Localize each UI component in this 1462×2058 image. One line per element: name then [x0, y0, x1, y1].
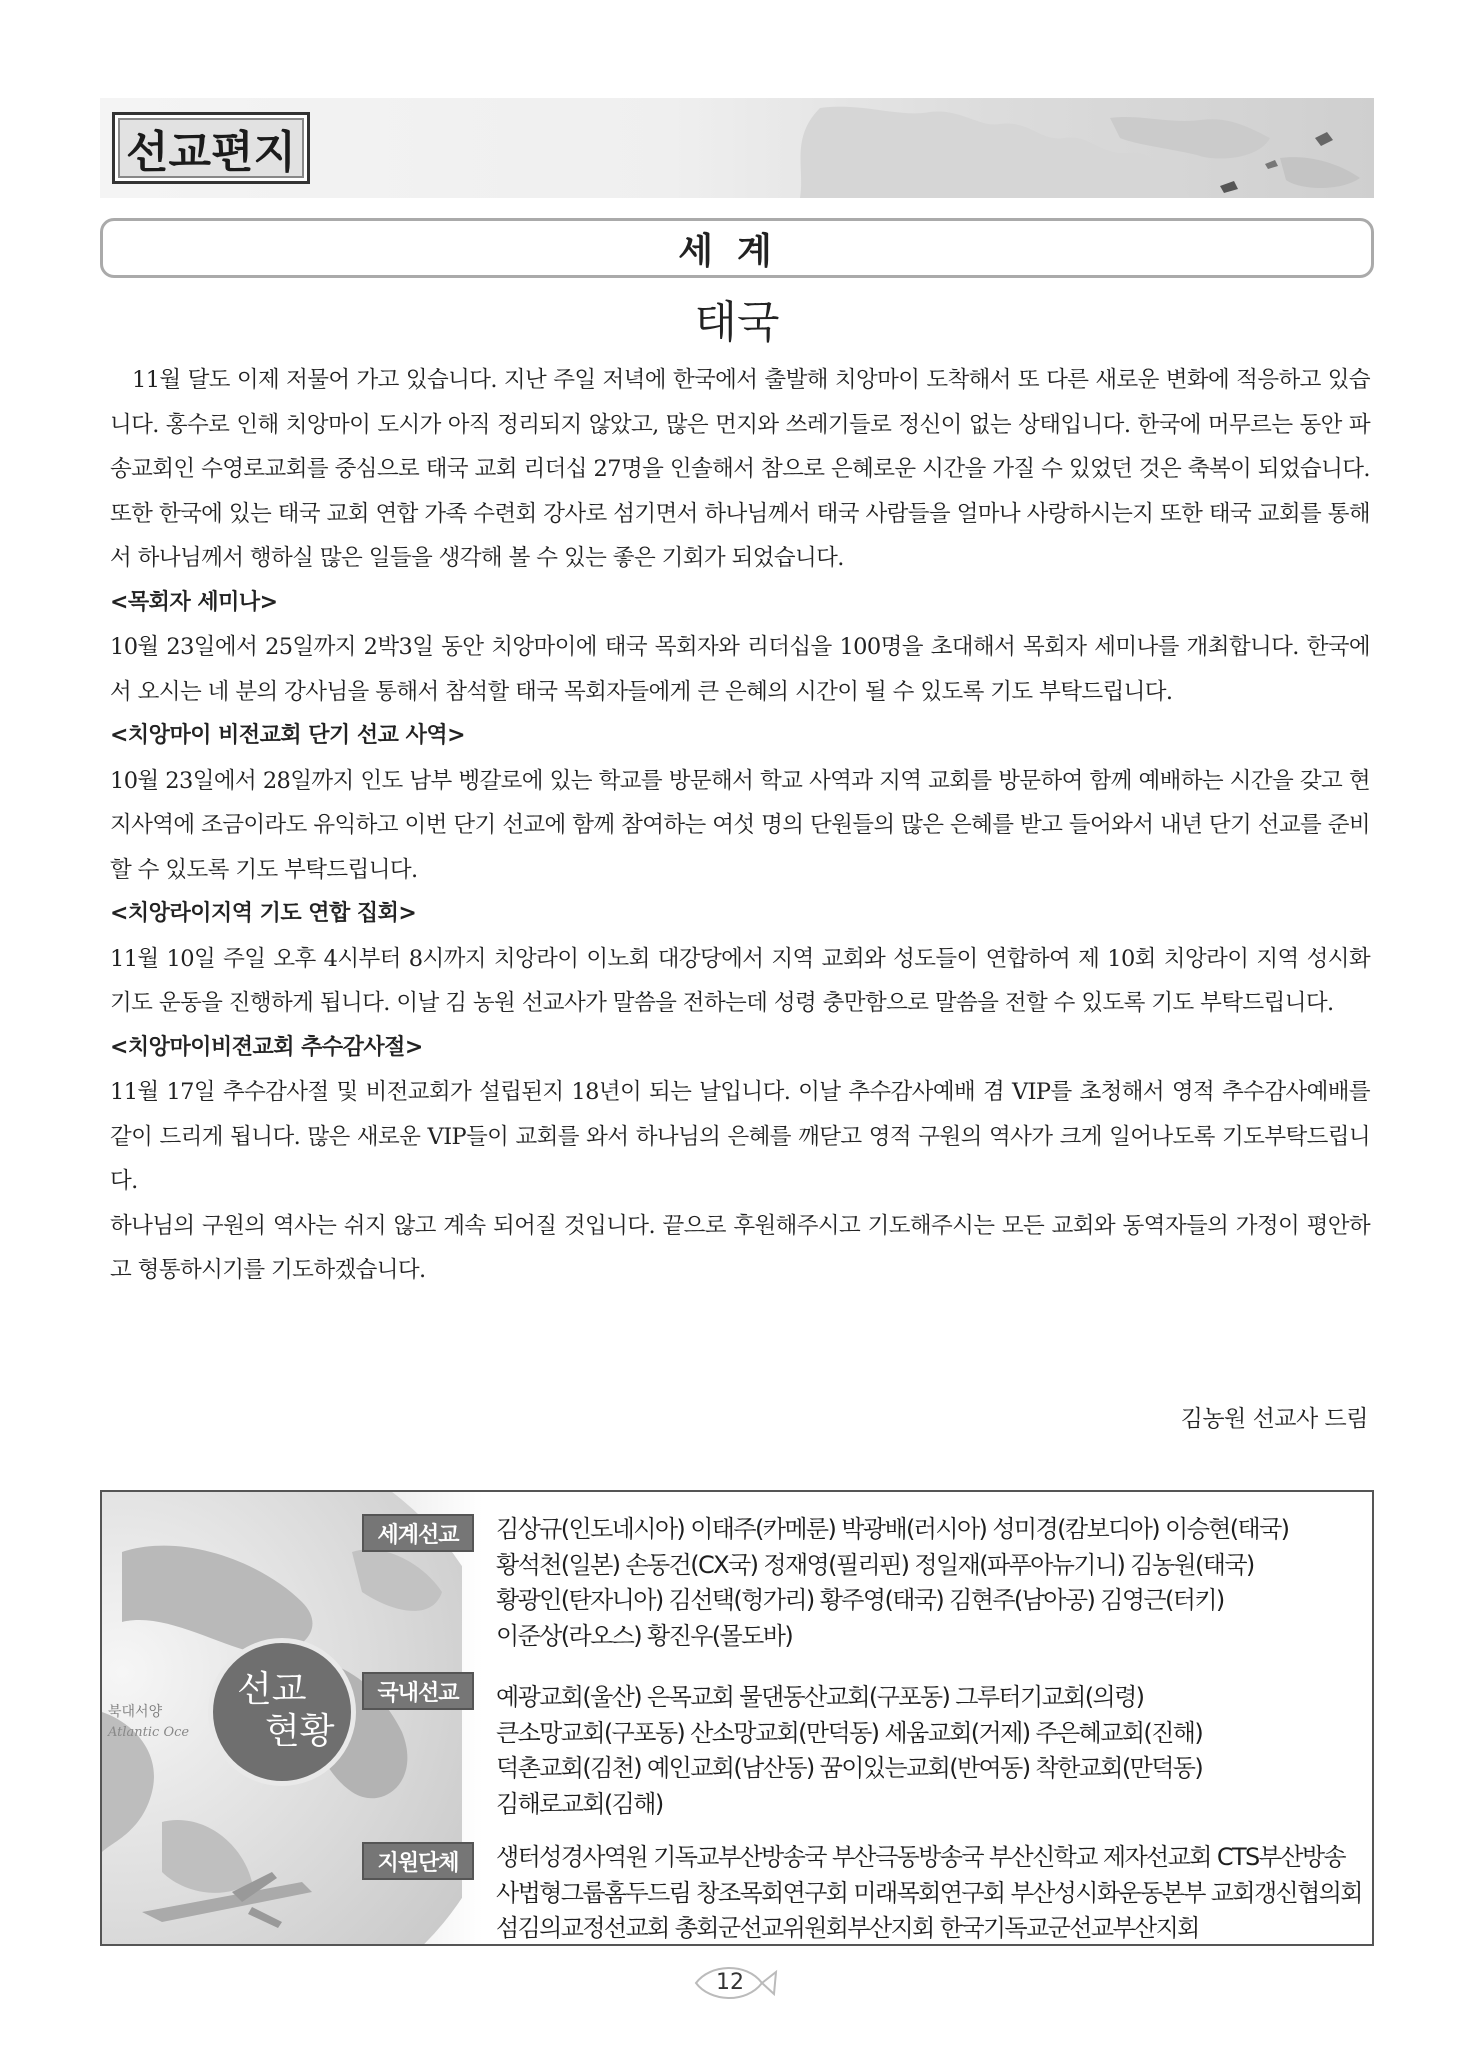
- status-circle: [208, 1638, 356, 1786]
- section-body: 10월 23일에서 28일까지 인도 남부 벵갈로에 있는 학교를 방문해서 학교 사역과 지역 교회를 방문하여 함께 예배하는 시간을 갖고 현지사역에 조금이라도 유익하고 이번 단기 선교에 함께 참여하는 여섯 명의 단원들의 많은 은혜를 받고 들어와서 내년 단기 선교를 준비할 수 있도록 기도 부탁드립니다.: [110, 767, 1370, 883]
- page-number: [690, 1958, 780, 2008]
- map-label-en: Atlantic Oce: [108, 1725, 190, 1740]
- list-line: 사법형그룹홈두드림 창조목회연구회 미래목회연구회 부산성시화운동본부 교회갱신협의회: [496, 1878, 1362, 1907]
- letter-body: [110, 358, 1370, 1293]
- letter-closing: 하나님의 구원의 역사는 쉬지 않고 계속 되어질 것입니다. 끝으로 후원해주시고 기도해주시는 모든 교회와 동역자들의 가정이 평안하고 형통하시기를 기도하겠습니다.: [110, 1212, 1370, 1283]
- label-support-groups: 지원단체: [362, 1842, 474, 1880]
- list-line: 덕촌교회(김천) 예인교회(남산동) 꿈이있는교회(반여동) 착한교회(만덕동): [496, 1754, 1203, 1782]
- section-heading: <치앙마이비젼교회 추수감사절>: [110, 1034, 423, 1060]
- label-domestic-mission: 국내선교: [362, 1672, 474, 1710]
- list-line: 황광인(탄자니아) 김선택(헝가리) 황주영(태국) 김현주(남아공) 김영근(터키): [496, 1586, 1224, 1614]
- list-line: 김상규(인도네시아) 이태주(카메룬) 박광배(러시아) 성미경(캄보디아) 이승현(태국): [496, 1515, 1289, 1543]
- letter-intro: 11월 달도 이제 저물어 가고 있습니다. 지난 주일 저녁에 한국에서 출발해 치앙마이 도착해서 또 다른 새로운 변화에 적응하고 있습니다. 홍수로 인해 치앙마이 도시가 아직 정리되지 않았고, 많은 먼지와 쓰레기들로 정신이 없는 상태입니다. 한국에 머무르는 동안 파송교회인 수영로교회를 중심으로 태국 교회 리더십 27명을 인솔해서 참으로 은혜로운 시간을 가질 수 있었던 것은 축복이 되었습니다. 또한 한국에 있는 태국 교회 연합 가족 수련회 강사로 섬기면서 하나님께서 태국 사람들을 얼마나 사랑하시는지 또한 태국 교회를 통해서 하나님께서 행하실 많은 일들을 생각해 볼 수 있는 좋은 기회가 되었습니다.: [110, 367, 1370, 571]
- label-world-mission: 세계선교: [362, 1514, 474, 1552]
- list-line: 생터성경사역원 기독교부산방송국 부산극동방송국 부산신학교 제자선교회 CTS부산방송: [496, 1843, 1346, 1871]
- section-body: 11월 17일 추수감사절 및 비전교회가 설립된지 18년이 되는 날입니다. 이날 추수감사예배 겸 VIP를 초청해서 영적 추수감사예배를 같이 드리게 됩니다. 많은 새로운 VIP들이 교회를 와서 하나님의 은혜를 깨닫고 영적 구원의 역사가 크게 일어나도록 기도부탁드립니다.: [110, 1079, 1370, 1194]
- page-number-text: 12: [716, 1970, 744, 1995]
- map-label-ko: 북대서양: [108, 1704, 163, 1720]
- section-heading: <목회자 세미나>: [110, 589, 278, 615]
- country-title: 태국: [694, 297, 780, 348]
- signature: 김농원 선교사 드림: [1180, 1406, 1368, 1432]
- section-tag: 선교편지: [112, 112, 310, 184]
- region-title: 세계: [100, 218, 1374, 278]
- section-heading: <치앙마이 비전교회 단기 선교 사역>: [110, 723, 466, 748]
- status-circle-line2: 현황: [265, 1711, 335, 1752]
- world-mission-list: [496, 1512, 1366, 1654]
- list-line: 이준상(라오스) 황진우(몰도바): [496, 1621, 793, 1650]
- section-body: 11월 10일 주일 오후 4시부터 8시까지 치앙라이 이노회 대강당에서 지역 교회와 성도들이 연합하여 제 10회 치앙라이 지역 성시화 기도 운동을 진행하게 됩니다. 이날 김 농원 선교사가 말씀을 전하는데 성령 충만함으로 말씀을 전할 수 있도록 기도 부탁드립니다.: [110, 945, 1370, 1016]
- list-line: 예광교회(울산) 은목교회 물댄동산교회(구포동) 그루터기교회(의령): [496, 1683, 1144, 1711]
- status-circle-line1: 선교: [237, 1669, 307, 1710]
- list-line: 섬김의교정선교회 총회군선교위원회부산지회 한국기독교군선교부산지회: [496, 1914, 1199, 1942]
- list-line: 큰소망교회(구포동) 산소망교회(만덕동) 세움교회(거제) 주은혜교회(진해): [496, 1718, 1203, 1747]
- list-line: 김해로교회(김해): [496, 1789, 663, 1818]
- section-heading: <치앙라이지역 기도 연합 집회>: [110, 901, 417, 926]
- support-groups-list: [496, 1840, 1366, 1947]
- section-body: 10월 23일에서 25일까지 2박3일 동안 치앙마이에 태국 목회자와 리더십을 100명을 초대해서 목회자 세미나를 개최합니다. 한국에서 오시는 네 분의 강사님을 통해서 참석할 태국 목회자들에게 큰 은혜의 시간이 될 수 있도록 기도 부탁드립니다.: [110, 634, 1370, 705]
- list-line: 황석천(일본) 손동건(CX국) 정재영(필리핀) 정일재(파푸아뉴기니) 김농원(태국): [496, 1550, 1254, 1579]
- domestic-mission-list: [496, 1680, 1366, 1822]
